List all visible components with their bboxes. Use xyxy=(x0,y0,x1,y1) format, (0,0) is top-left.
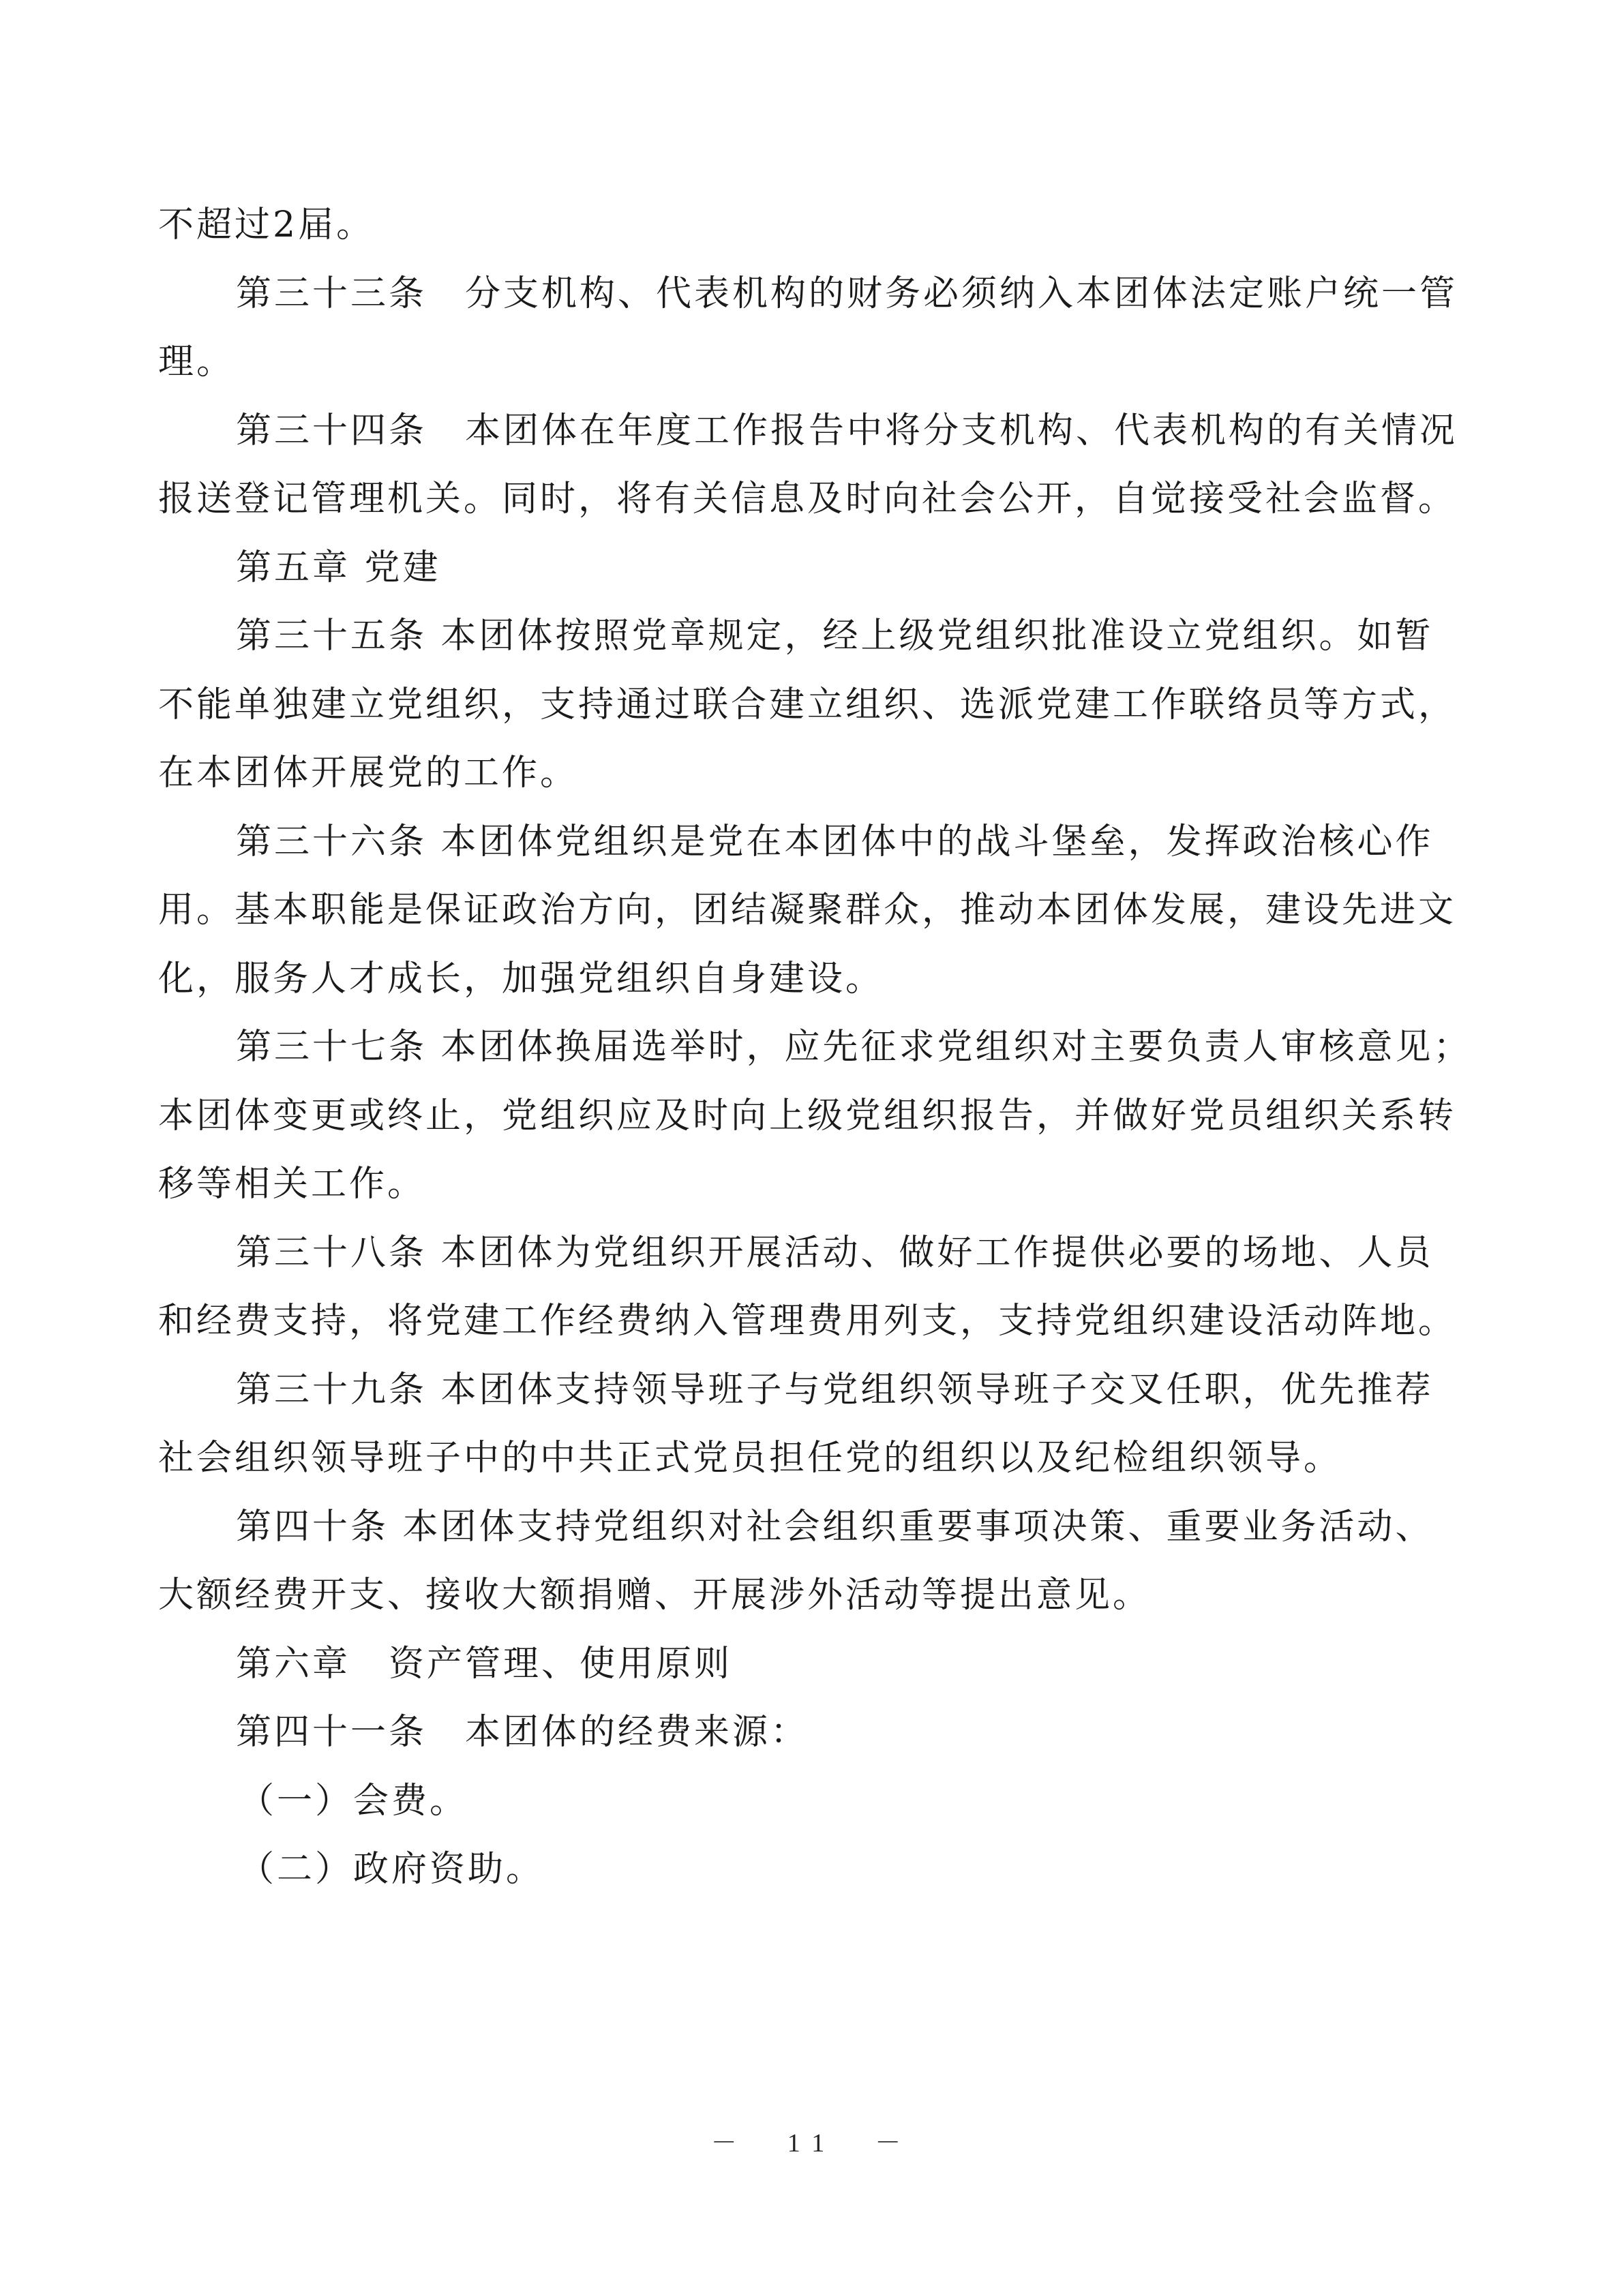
article-33: 第三十三条 分支机构、代表机构的财务必须纳入本团体法定账户统一管 xyxy=(236,273,1458,314)
text-line: 不超过2届。 xyxy=(158,205,375,245)
article-41: 第四十一条 本团体的经费来源： xyxy=(236,1712,809,1753)
chapter-6-heading: 第六章 资产管理、使用原则 xyxy=(236,1643,733,1685)
article-36: 第三十六条 本团体党组织是党在本团体中的战斗堡垒，发挥政治核心作 xyxy=(236,821,1434,862)
text-line: 在本团体开展党的工作。 xyxy=(158,753,579,794)
article-40: 第四十条 本团体支持党组织对社会组织重要事项决策、重要业务活动、 xyxy=(236,1506,1434,1547)
article-38: 第三十八条 本团体为党组织开展活动、做好工作提供必要的场地、人员 xyxy=(236,1232,1434,1273)
page-number: － 11 － xyxy=(710,2129,914,2158)
article-39: 第三十九条 本团体支持领导班子与党组织领导班子交叉任职，优先推荐 xyxy=(236,1369,1434,1410)
article-37: 第三十七条 本团体换届选举时，应先征求党组织对主要负责人审核意见； xyxy=(236,1027,1472,1068)
list-item-1: （一）会费。 xyxy=(239,1780,468,1822)
article-34: 第三十四条 本团体在年度工作报告中将分支机构、代表机构的有关情况 xyxy=(236,410,1458,451)
text-line: 报送登记管理机关。同时，将有关信息及时向社会公开，自觉接受社会监督。 xyxy=(158,479,1457,519)
text-line: 大额经费开支、接收大额捐赠、开展涉外活动等提出意见。 xyxy=(158,1575,1152,1616)
text-line: 和经费支持，将党建工作经费纳入管理费用列支，支持党组织建设活动阵地。 xyxy=(158,1301,1457,1342)
text-line: 化，服务人才成长，加强党组织自身建设。 xyxy=(158,958,884,999)
text-line: 用。基本职能是保证政治方向，团结凝聚群众，推动本团体发展，建设先进文 xyxy=(158,890,1457,931)
text-line: 社会组织领导班子中的中共正式党员担任党的组织以及纪检组织领导。 xyxy=(158,1438,1342,1479)
text-line: 本团体变更或终止，党组织应及时向上级党组织报告，并做好党员组织关系转 xyxy=(158,1095,1457,1136)
list-item-2: （二）政府资助。 xyxy=(239,1849,545,1890)
text-line: 不能单独建立党组织，支持通过联合建立组织、选派党建工作联络员等方式， xyxy=(158,684,1457,725)
text-line: 理。 xyxy=(158,342,235,382)
chapter-5-heading: 第五章 党建 xyxy=(236,547,441,588)
article-35: 第三十五条 本团体按照党章规定，经上级党组织批准设立党组织。如暂 xyxy=(236,616,1434,656)
document-body xyxy=(158,191,1474,1904)
text-line: 移等相关工作。 xyxy=(158,1164,426,1205)
